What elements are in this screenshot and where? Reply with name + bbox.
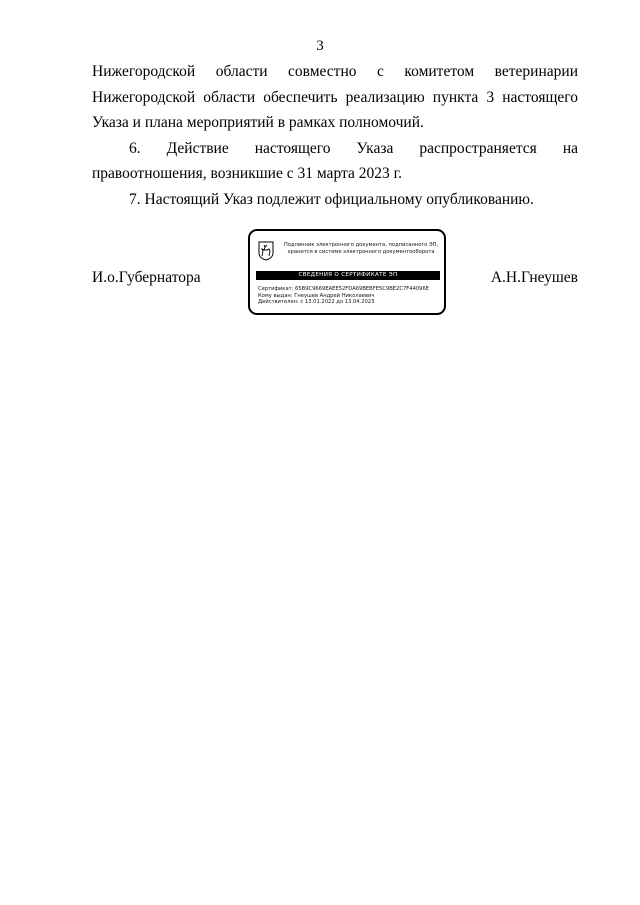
signature-block [92,229,578,321]
electronic-signature-stamp [248,229,446,315]
stamp-header-line-1: Подлинник электронного документа, подписанного ЭП, [283,242,439,248]
stamp-certificate: Сертификат: 65B9C9669EAEE52FDA69BEBFE5C9BE2C7F44096E [258,286,430,292]
stamp-header [280,242,442,255]
stamp-details [258,286,442,306]
paragraph-6: 6. Действие настоящего Указа распространяется на правоотношения, возникшие с 31 марта 2023 г. [92,139,578,182]
stamp-title-bar: СВЕДЕНИЯ О СЕРТИФИКАТЕ ЭП [256,271,440,280]
stamp-header-line-2: хранится в системе электронного документооборота [287,248,435,255]
body-text [92,59,578,212]
paragraph-continuation: Нижегородской области совместно с комитетом ветеринарии Нижегородской области обеспечить реализацию пункта 3 настоящего Указа и плана мероприятий в рамках полномочий. [92,63,578,131]
page-number: 3 [316,38,324,54]
deer-emblem-icon [258,241,274,261]
stamp-issued-to: Кому выдан: Гнеушев Андрей Николаевич [258,292,375,299]
signer-title: И.о.Губернатора [92,269,201,286]
paragraph-7: 7. Настоящий Указ подлежит официальному опубликованию. [129,190,534,208]
signer-name: А.Н.Гнеушев [490,269,578,286]
stamp-validity: Действителен: с 13.01.2022 до 13.04.2023 [258,299,375,306]
